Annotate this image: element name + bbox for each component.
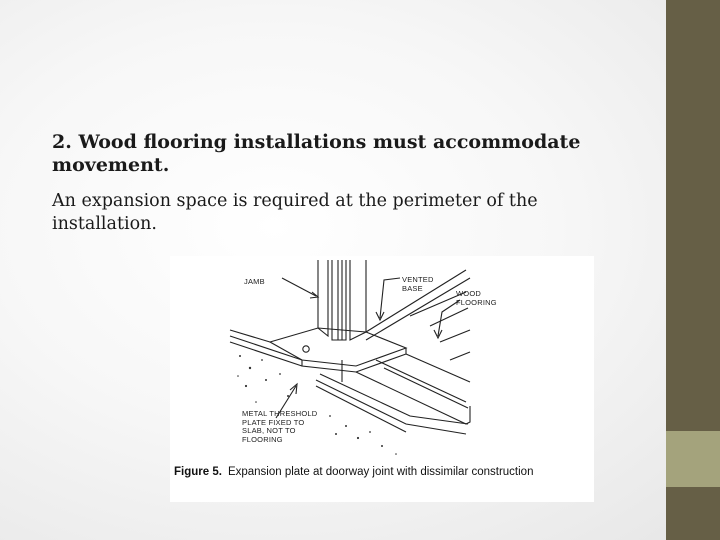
side-accent-bar	[666, 0, 720, 540]
label-jamb: JAMB	[244, 277, 265, 286]
label-vented-base: VENTED BASE	[402, 275, 434, 293]
figure-illustration	[170, 256, 594, 502]
figure-caption	[174, 466, 594, 478]
label-metal-threshold: METAL THRESHOLD PLATE FIXED TO SLAB, NOT TO FLOORING	[242, 409, 318, 444]
doorway-joint-drawing	[170, 256, 594, 466]
accent-bar-dark	[666, 0, 720, 431]
jamb-post-right	[350, 260, 366, 340]
slide-heading: 2. Wood flooring installations must accommodate movement.	[52, 131, 581, 176]
slide-body-text: An expansion space is required at the perimeter of the installation.	[52, 191, 538, 234]
figure-caption-number: Figure 5.	[174, 466, 222, 478]
jamb-post-left	[318, 260, 328, 336]
figure-caption-text: Expansion plate at doorway joint with dissimilar construction	[227, 466, 534, 478]
label-wood-flooring: WOOD FLOORING	[456, 289, 497, 307]
accent-bar-dark-bottom	[666, 487, 720, 540]
accent-bar-light	[666, 431, 720, 487]
jamb-post-center	[332, 260, 346, 340]
